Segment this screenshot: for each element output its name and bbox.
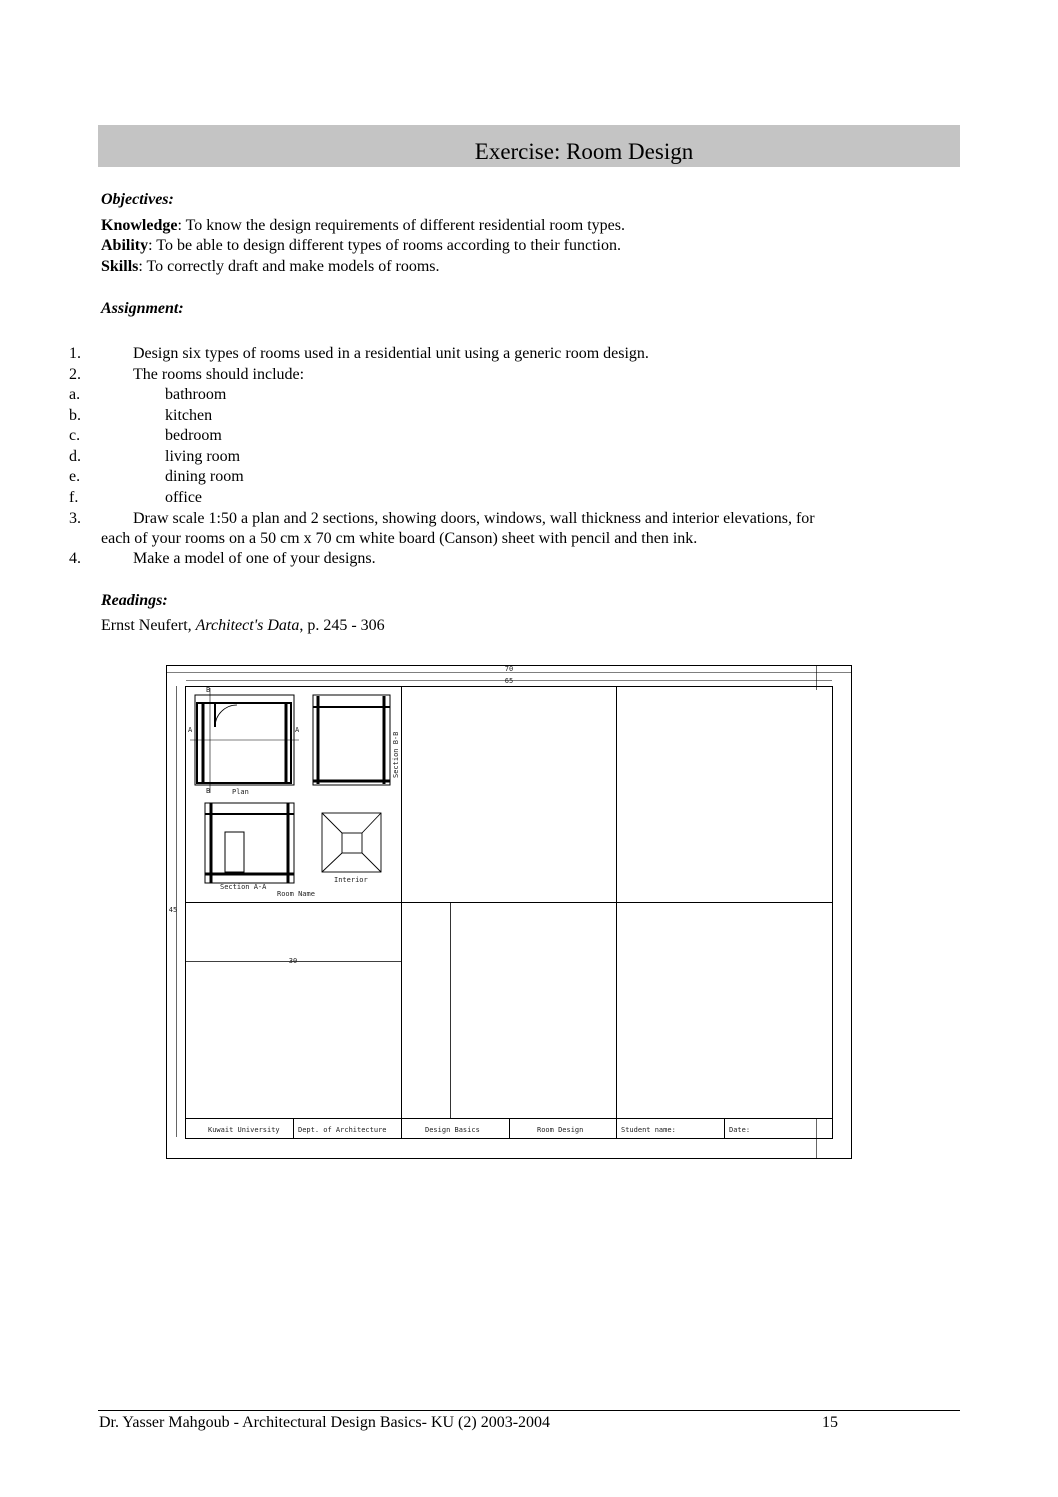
- list-item-number: 3.: [69, 510, 81, 527]
- mark-a-right: A: [295, 726, 300, 734]
- list-item-number: c.: [69, 427, 81, 444]
- reading-reference: Ernst Neufert, Architect's Data, p. 245 - 306: [101, 617, 385, 634]
- list-item: Draw scale 1:50 a plan and 2 sections, showing doors, windows, wall thickness and interior elevations, for: [133, 510, 815, 527]
- list-item-number: f.: [69, 489, 79, 506]
- list-item-continuation: each of your rooms on a 50 cm x 70 cm white board (Canson) sheet with pencil and then ink.: [101, 530, 698, 547]
- objective-skills: Skills: To correctly draft and make models of rooms.: [101, 258, 440, 275]
- list-item-number: 4.: [69, 550, 81, 567]
- mark-a-left: A: [188, 726, 193, 734]
- title-block-course: Design Basics: [425, 1126, 480, 1134]
- sheet-frame: [186, 687, 833, 1139]
- interior-view: [322, 813, 381, 872]
- list-item: office: [165, 489, 203, 506]
- list-item-number: 1.: [69, 345, 81, 362]
- list-item-number: a.: [69, 386, 81, 403]
- list-item: The rooms should include:: [133, 366, 305, 383]
- page-title: Exercise: Room Design: [474, 139, 694, 164]
- sheet-outline: [167, 666, 852, 1159]
- dim-width-inner: 65: [504, 677, 514, 685]
- dim-cell-width: 30: [288, 957, 298, 965]
- list-item: dining room: [165, 468, 244, 485]
- mark-b-bottom: B: [206, 787, 211, 795]
- section-a-a: [205, 803, 294, 883]
- room-name-label: Room Name: [277, 890, 315, 898]
- mark-b-top: B: [206, 686, 211, 694]
- list-item: living room: [165, 448, 241, 465]
- list-item: Design six types of rooms used in a residential unit using a generic room design.: [133, 345, 649, 362]
- section-b-b: [313, 695, 390, 785]
- readings-heading: Readings:: [101, 592, 168, 609]
- list-item: bathroom: [165, 386, 227, 403]
- assignment-heading: Assignment:: [101, 300, 184, 317]
- interior-label: Interior: [334, 876, 368, 884]
- list-item-number: 2.: [69, 366, 81, 383]
- title-block-department: Dept. of Architecture: [298, 1126, 387, 1134]
- section-b-label: Section B-B: [392, 731, 400, 778]
- dim-height: 45: [168, 906, 178, 914]
- list-item: Make a model of one of your designs.: [133, 550, 376, 567]
- footer-text: Dr. Yasser Mahgoub - Architectural Design Basics- KU (2) 2003-2004: [99, 1414, 551, 1431]
- plan-label: Plan: [232, 788, 249, 796]
- footer-rule: [98, 1410, 960, 1411]
- section-a-label: Section A-A: [220, 883, 267, 891]
- title-block-university: Kuwait University: [208, 1126, 280, 1134]
- page-number: 15: [822, 1414, 838, 1431]
- room-plan: [190, 688, 299, 793]
- title-block-exercise: Room Design: [537, 1126, 584, 1134]
- title-block-date: Date:: [729, 1126, 751, 1134]
- objective-ability: Ability: To be able to design different types of rooms according to their function.: [101, 237, 621, 254]
- title-block-student: Student name:: [621, 1126, 676, 1134]
- list-item: bedroom: [165, 427, 222, 444]
- list-item: kitchen: [165, 407, 213, 424]
- objectives-heading: Objectives:: [101, 191, 174, 208]
- list-item-number: e.: [69, 468, 81, 485]
- list-item-number: b.: [69, 407, 81, 424]
- list-item-number: d.: [69, 448, 81, 465]
- objective-knowledge: Knowledge: To know the design requirements of different residential room types.: [101, 217, 625, 234]
- dim-width-outer: 70: [504, 665, 514, 673]
